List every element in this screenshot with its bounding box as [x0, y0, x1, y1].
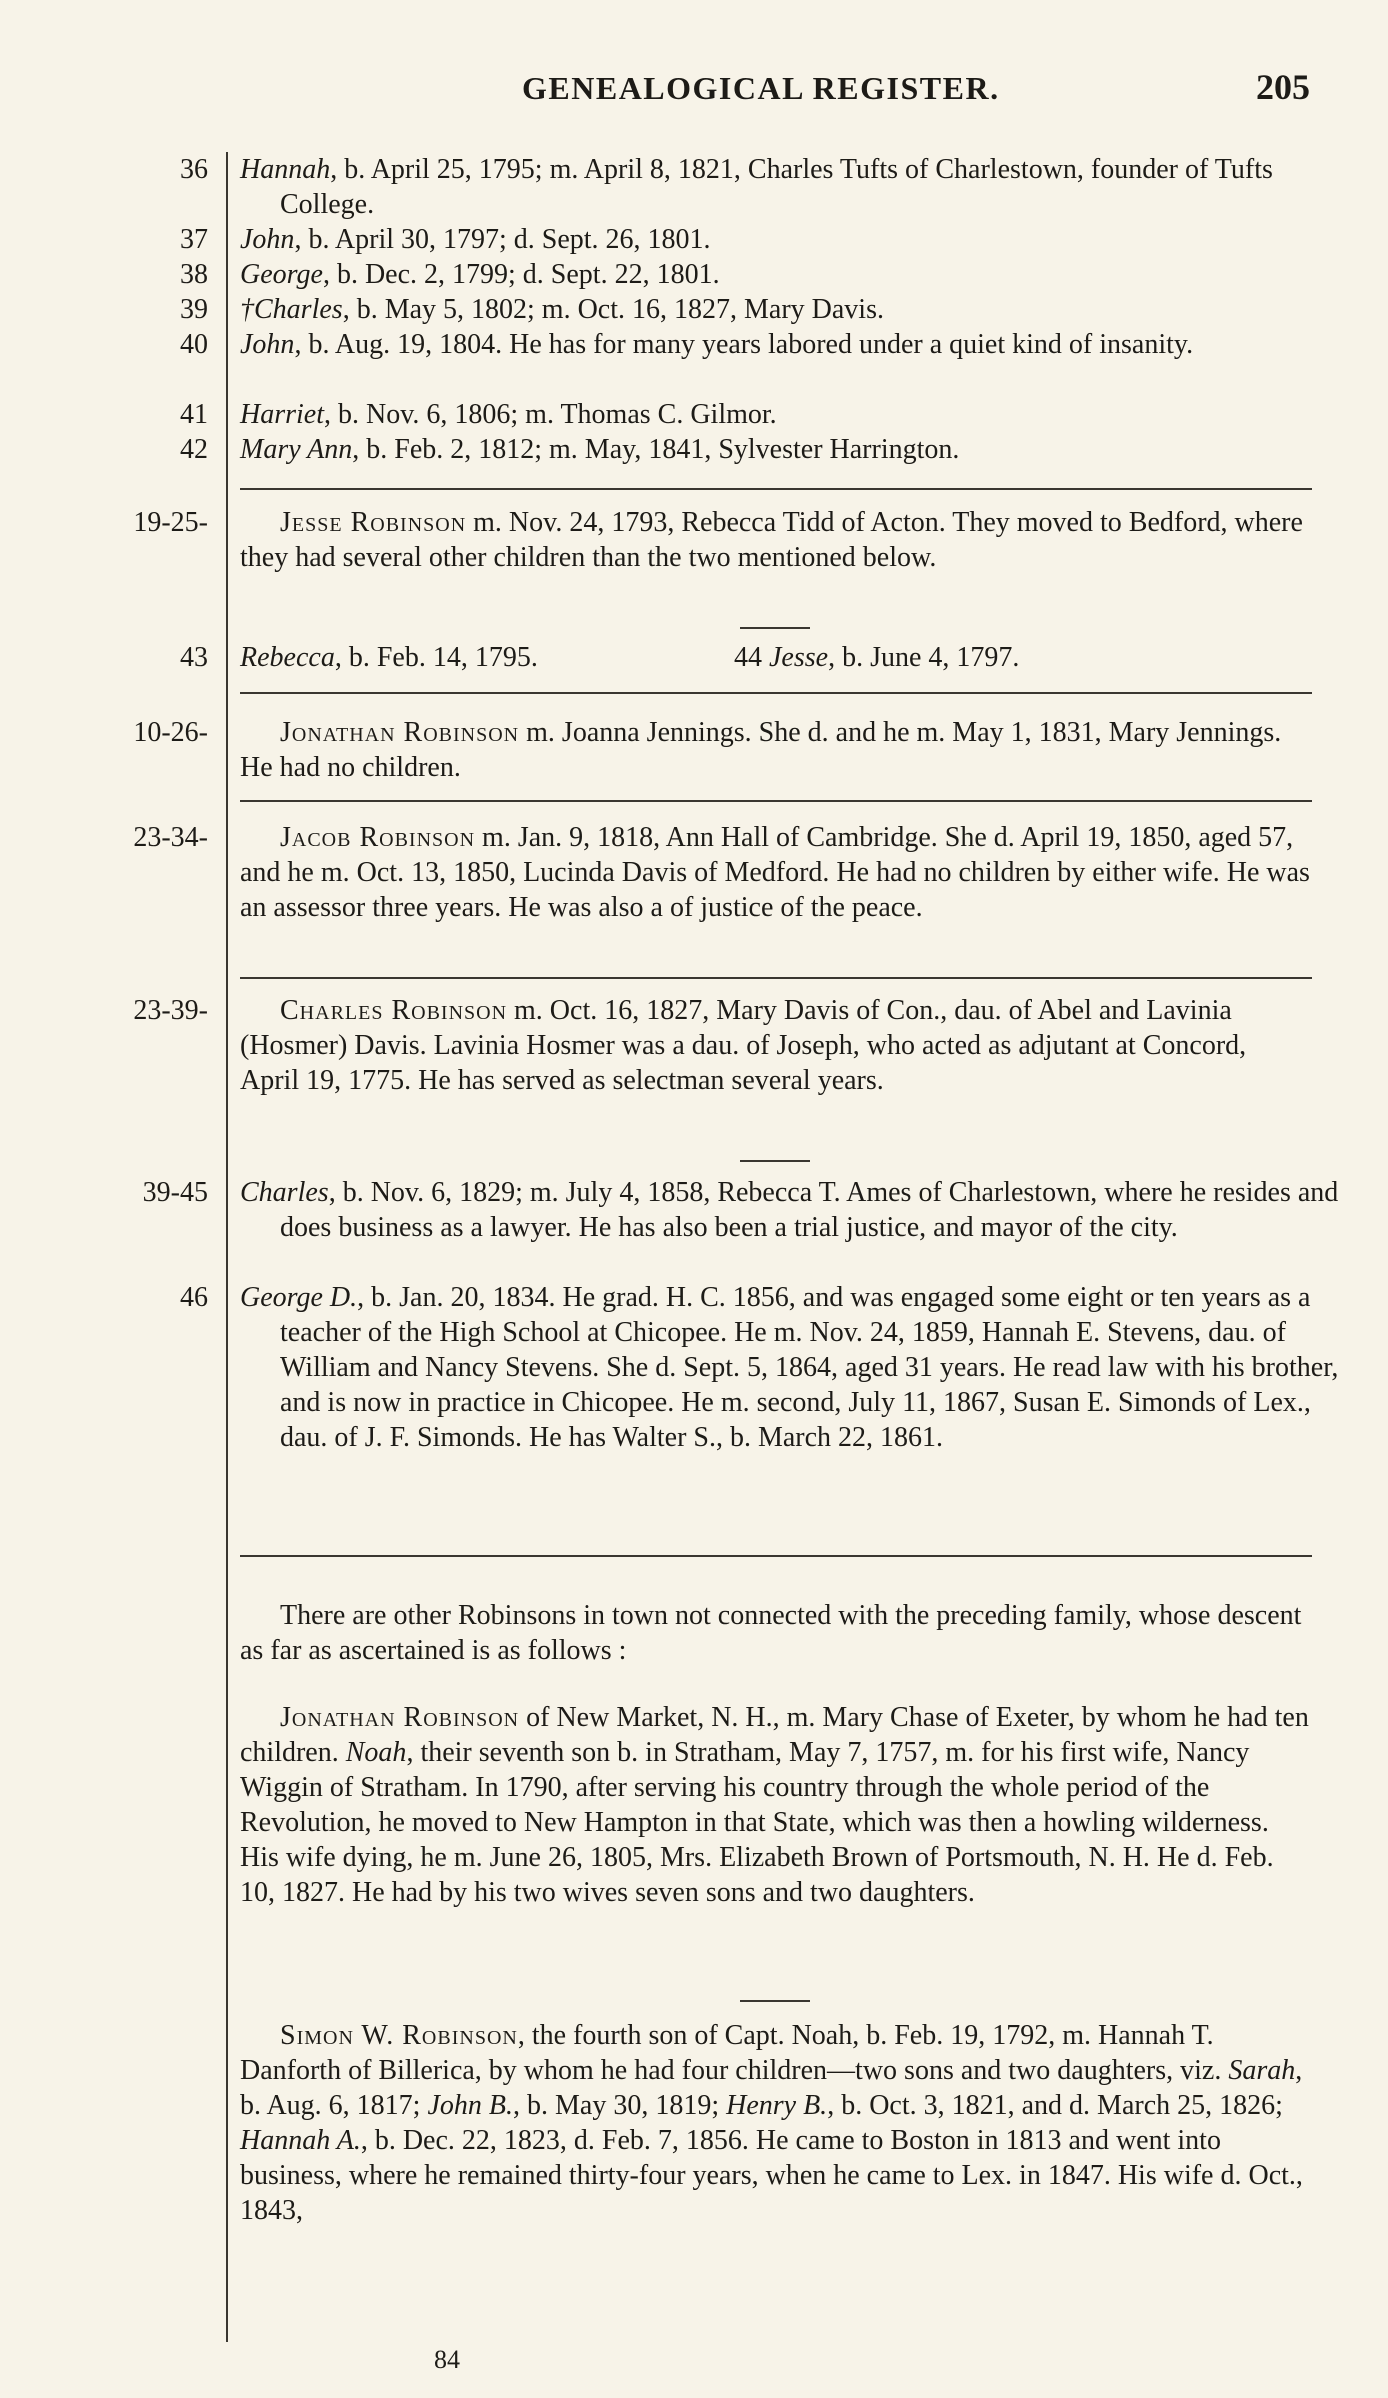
- family-ref: 19-25-: [133, 507, 208, 538]
- entry-number: 38: [180, 259, 208, 290]
- vertical-rule: [226, 152, 228, 2342]
- paragraph-text: , the fourth son of Capt. Noah, b. Feb. 19, 1792, m. Hannah T. Danforth of Billerica, by whom he had four children—two sons and two daughters, viz.: [240, 2020, 1229, 2086]
- entry-name: Hannah: [240, 154, 331, 185]
- page-number: 205: [1256, 67, 1310, 107]
- section-divider: [240, 977, 1312, 979]
- family-ref: 10-26-: [133, 717, 208, 748]
- entry-text: , b. Dec. 2, 1799; d. Sept. 22, 1801.: [322, 259, 720, 290]
- family-head: Jesse Robinson: [280, 507, 467, 538]
- entry-number: 39: [180, 294, 208, 325]
- running-title: GENEALOGICAL REGISTER.: [522, 70, 1000, 106]
- person-name: Sarah: [1228, 2055, 1296, 2086]
- short-rule: [740, 1160, 810, 1162]
- paragraph-text: , b. May 30, 1819;: [513, 2090, 727, 2121]
- entry-text: , b. May 5, 1802; m. Oct. 16, 1827, Mary Davis.: [342, 294, 884, 325]
- entry-text: , b. Jan. 20, 1834. He grad. H. C. 1856, and was engaged some eight or ten years as a teacher of the High School at Chicopee. He m. Nov. 24, 1859, Hannah E. Stevens, dau. of William and Nancy Stevens. She d. Sept. 5, 1864, aged 31 years. He read law with his brother, and is now in practice in Chicopee. He m. second, July 11, 1867, Susan E. Simonds of Lex., dau. of J. F. Simonds. He has Walter S., b. March 22, 1861.: [280, 1282, 1339, 1453]
- paragraph-text: , b. Dec. 22, 1823, d. Feb. 7, 1856. He came to Boston in 1813 and went into business, where he remained thirty-four years, when he came to Lex. in 1847. His wife d. Oct., 1843,: [240, 2125, 1303, 2226]
- entry-number: 40: [180, 329, 208, 360]
- person-name: Noah: [345, 1737, 407, 1768]
- intro-text: There are other Robinsons in town not connected with the preceding family, whose descent as far as ascertained is as follows :: [240, 1600, 1302, 1666]
- section-divider: [240, 488, 1312, 490]
- entry-name: †Charles: [240, 294, 343, 325]
- person-name: John B.: [427, 2090, 513, 2121]
- entry-number: 36: [180, 154, 208, 185]
- family-text: m. Nov. 24, 1793, Rebecca Tidd of Acton. They moved to Bedford, where they had several other children than the two mentioned below.: [240, 507, 1303, 573]
- entry-name: Mary Ann: [240, 434, 353, 465]
- paragraph-text: , b. Oct. 3, 1821, and d. March 25, 1826;: [827, 2090, 1283, 2121]
- entry-name: Rebecca: [240, 642, 335, 673]
- entry-text: , b. Feb. 2, 1812; m. May, 1841, Sylvester Harrington.: [352, 434, 960, 465]
- family-ref: 23-39-: [133, 995, 208, 1026]
- entry-text: , b. April 30, 1797; d. Sept. 26, 1801.: [294, 224, 711, 255]
- short-rule: [740, 627, 810, 629]
- family-ref: 23-34-: [133, 822, 208, 853]
- family-text: m. Joanna Jennings. She d. and he m. May 1, 1831, Mary Jennings. He had no children.: [240, 717, 1282, 783]
- entry-text: , b. June 4, 1797.: [828, 642, 1020, 673]
- section-divider: [240, 800, 1312, 802]
- entry-number: 46: [180, 1282, 208, 1313]
- entry-number: 39-45: [142, 1177, 208, 1208]
- entry-number: 44: [734, 642, 762, 673]
- entry-name: George: [240, 259, 323, 290]
- entry-text: , b. Nov. 6, 1806; m. Thomas C. Gilmor.: [324, 399, 777, 430]
- entry-text: , b. April 25, 1795; m. April 8, 1821, Charles Tufts of Charlestown, founder of Tufts College.: [280, 154, 1273, 220]
- entry-name: John: [240, 224, 295, 255]
- entry-number: 42: [180, 434, 208, 465]
- person-name: Hannah A.: [240, 2125, 361, 2156]
- entry-text: , b. Feb. 14, 1795.: [334, 642, 538, 673]
- family-head: Jacob Robinson: [280, 822, 476, 853]
- entry-number: 41: [180, 399, 208, 430]
- section-divider: [240, 692, 1312, 694]
- signature-mark: 84: [434, 2345, 460, 2374]
- entry-name: Harriet: [240, 399, 324, 430]
- page-header: [240, 62, 1310, 112]
- paragraph-text: , their seventh son b. in Stratham, May 7, 1757, m. for his first wife, Nancy Wiggin of Stratham. In 1790, after serving his country through the whole period of the Revolution, he moved to New Hampton in that State, which was then a howling wilderness. His wife dying, he m. June 26, 1805, Mrs. Elizabeth Brown of Portsmouth, N. H. He d. Feb. 10, 1827. He had by his two wives seven sons and two daughters.: [240, 1737, 1274, 1908]
- paragraph-text: , b. Aug. 6, 1817;: [240, 2055, 1303, 2121]
- entry-number: 43: [180, 642, 208, 673]
- entry-name: George D.: [240, 1282, 358, 1313]
- paragraph-text: of New Market, N. H., m. Mary Chase of Exeter, by whom he had ten children.: [240, 1702, 1309, 1768]
- entry-name: Charles: [240, 1177, 329, 1208]
- family-head: Jonathan Robinson: [280, 1702, 520, 1733]
- entry-name: Jesse: [769, 642, 829, 673]
- entry-number: 37: [180, 224, 208, 255]
- family-head: Simon W. Robinson: [280, 2020, 518, 2051]
- family-text: m. Oct. 16, 1827, Mary Davis of Con., dau. of Abel and Lavinia (Hosmer) Davis. Lavinia Hosmer was a dau. of Joseph, who acted as adjutant at Concord, April 19, 1775. He has served as selectman several years.: [240, 995, 1247, 1096]
- family-head: Charles Robinson: [280, 995, 508, 1026]
- entry-text: , b. Nov. 6, 1829; m. July 4, 1858, Rebecca T. Ames of Charlestown, where he resides and does business as a lawyer. He has also been a trial justice, and mayor of the city.: [280, 1177, 1339, 1243]
- family-text: m. Jan. 9, 1818, Ann Hall of Cambridge. She d. April 19, 1850, aged 57, and he m. Oct. 13, 1850, Lucinda Davis of Medford. He had no children by either wife. He was an assessor three years. He was also a of justice of the peace.: [240, 822, 1310, 923]
- short-rule: [740, 2000, 810, 2002]
- section-divider: [240, 1555, 1312, 1557]
- person-name: Henry B.: [726, 2090, 828, 2121]
- entry-text: , b. Aug. 19, 1804. He has for many years labored under a quiet kind of insanity.: [294, 329, 1194, 360]
- family-head: Jonathan Robinson: [280, 717, 520, 748]
- entry-name: John: [240, 329, 295, 360]
